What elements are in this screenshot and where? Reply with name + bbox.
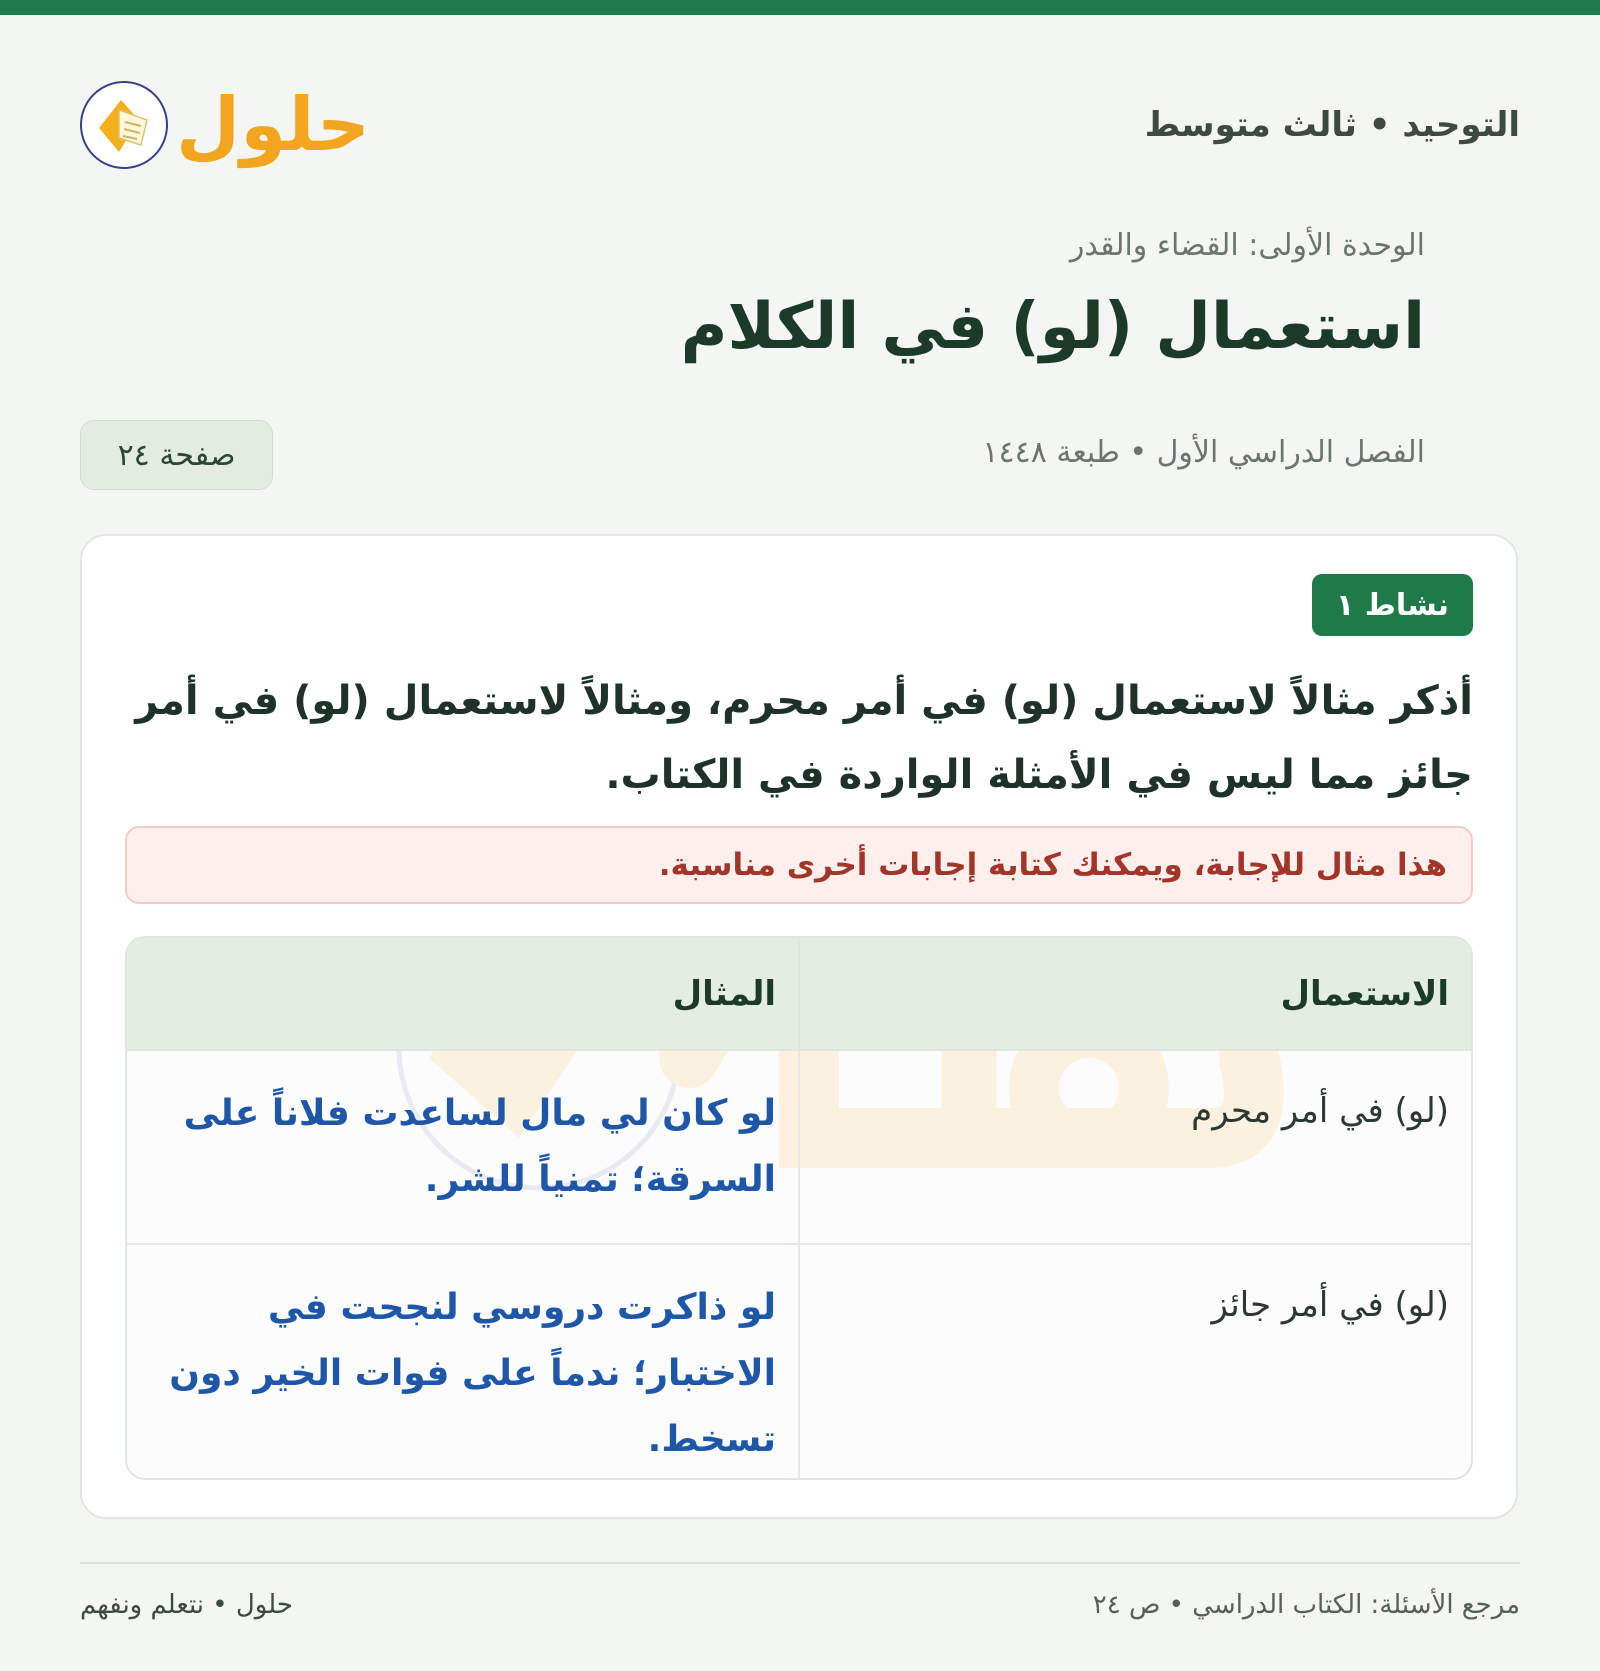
table-header-row — [127, 938, 1471, 1050]
footer-divider — [80, 1562, 1520, 1564]
usage-cell: (لو) في أمر محرم — [799, 1050, 1471, 1244]
breadcrumb: التوحيد • ثالث متوسط — [1144, 105, 1520, 145]
answer-table — [125, 936, 1473, 1480]
column-header-usage: الاستعمال — [799, 938, 1471, 1050]
usage-example-table — [127, 938, 1471, 1480]
activity-card — [80, 534, 1518, 1519]
example-cell: لو ذاكرت دروسي لنجحت في الاختبار؛ ندماً على فوات الخير دون تسخط. — [169, 1287, 776, 1460]
top-accent-bar — [0, 0, 1600, 15]
column-header-example: المثال — [127, 938, 799, 1050]
example-cell: لو كان لي مال لساعدت فلاناً على السرقة؛ تمنياً للشر. — [127, 1050, 799, 1244]
activity-question: أذكر مثالاً لاستعمال (لو) في أمر محرم، ومثالاً لاستعمال (لو) في أمر جائز مما ليس في الأمثلة الواردة في الكتاب. — [135, 678, 1473, 798]
lesson-title: استعمال (لو) في الكلام — [680, 290, 1425, 364]
table-row — [127, 1050, 1471, 1244]
footer-brand: حلول • نتعلم ونفهم — [80, 1590, 293, 1620]
usage-cell: (لو) في أمر جائز — [799, 1244, 1471, 1480]
unit-label: الوحدة الأولى: القضاء والقدر — [1069, 228, 1425, 263]
table-row — [127, 1244, 1471, 1480]
term-info: الفصل الدراسي الأول • طبعة ١٤٤٨ — [982, 435, 1425, 470]
footer-reference: مرجع الأسئلة: الكتاب الدراسي • ص ٢٤ — [1092, 1590, 1520, 1620]
answer-note: هذا مثال للإجابة، ويمكنك كتابة إجابات أخرى مناسبة. — [125, 826, 1473, 904]
activity-badge: نشاط ١ — [1312, 574, 1473, 636]
logo-seal-icon — [80, 81, 168, 169]
logo-wordmark: حلول — [176, 82, 371, 168]
page-number-chip: صفحة ٢٤ — [80, 420, 273, 490]
header — [80, 70, 1520, 180]
site-logo[interactable] — [80, 81, 370, 169]
